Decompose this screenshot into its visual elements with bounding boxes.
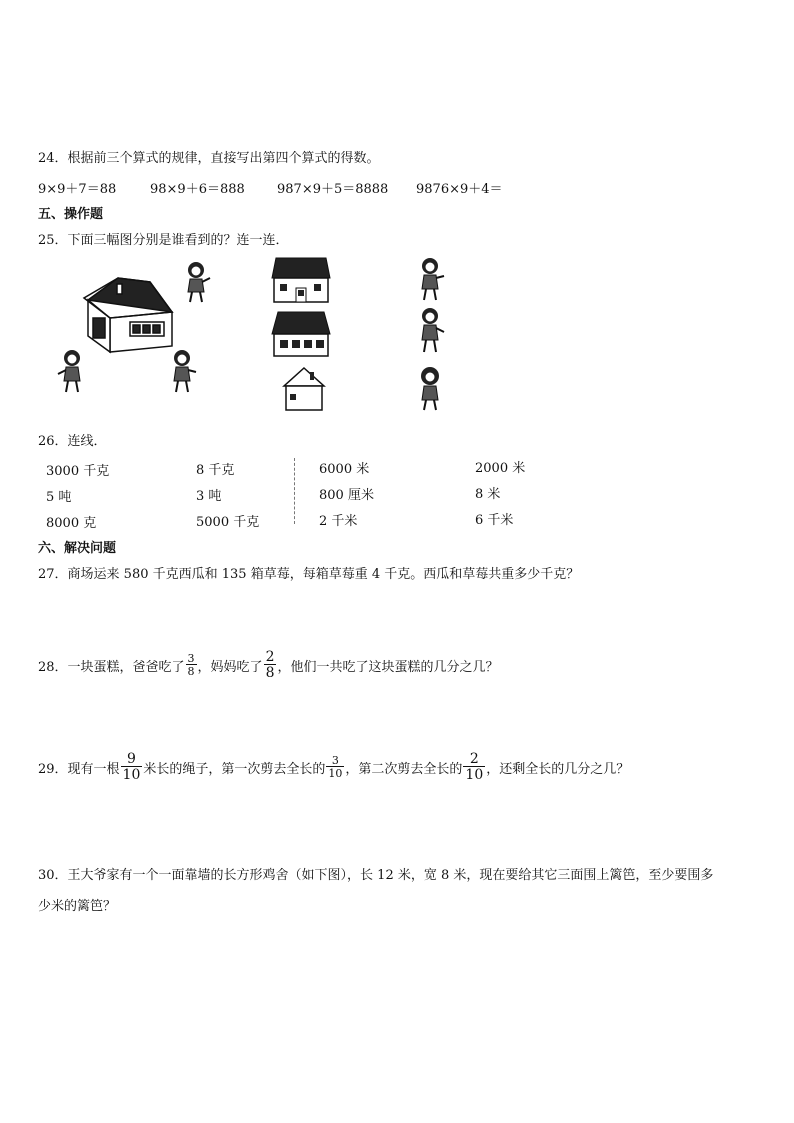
section-6-heading: 六、解决问题: [38, 541, 117, 556]
q29-part-3: ，第二次剪去全长的: [345, 761, 463, 777]
q26-col4-item-1[interactable]: 2000 米: [475, 461, 526, 476]
q24-expr-3: 987×9＋5＝8888: [277, 182, 389, 197]
q29-part-1: 29．现有一根: [38, 761, 120, 777]
q26-col1-item-1[interactable]: 3000 千克: [46, 464, 110, 479]
q24-expr-4: 9876×9＋4＝: [416, 182, 503, 197]
q29-part-4: ，还剩全长的几分之几？: [486, 761, 630, 777]
q24-expr-1: 9×9＋7＝88: [38, 182, 117, 197]
q28-f1-denominator: 8: [187, 665, 195, 678]
q28-fraction-1: [186, 653, 197, 677]
child-figure-bottom-right: [168, 348, 202, 394]
q25-text: 25．下面三幅图分别是谁看到的？连一连．: [38, 233, 289, 248]
section-5-heading: 五、操作题: [38, 207, 104, 222]
q28-line: [38, 650, 499, 680]
q28-fraction-2: [264, 650, 277, 680]
q26-col3-item-2[interactable]: 800 厘米: [319, 488, 374, 503]
child-figure-right-1: [414, 256, 448, 302]
q28-part-1: 28．一块蛋糕，爸爸吃了: [38, 659, 185, 675]
house-view-front: [272, 256, 332, 304]
q26-col1-item-3[interactable]: 8000 克: [46, 516, 97, 531]
house-view-gable: [280, 366, 328, 412]
q26-col4-item-3[interactable]: 6 千米: [475, 513, 514, 528]
q26-col2-item-1[interactable]: 8 千克: [196, 463, 235, 478]
q29-f2-numerator: 3: [331, 754, 339, 767]
q28-f1-numerator: 3: [187, 652, 195, 665]
house-view-side-long: [272, 310, 332, 358]
q29-f3-denominator: 10: [465, 767, 484, 783]
q26-col1-item-2[interactable]: 5 吨: [46, 490, 72, 505]
q28-part-2: ，妈妈吃了: [197, 659, 263, 675]
q29-f1-denominator: 10: [122, 767, 141, 783]
q26-col4-item-2[interactable]: 8 米: [475, 487, 501, 502]
q26-col2-item-3[interactable]: 5000 千克: [196, 515, 260, 530]
q26-divider: [294, 458, 295, 524]
q28-f2-denominator: 8: [265, 665, 275, 681]
child-figure-right-3: [412, 366, 448, 412]
q28-part-3: ，他们一共吃了这块蛋糕的几分之几？: [277, 659, 499, 675]
child-figure-top: [182, 260, 216, 304]
q29-fraction-3: [463, 752, 485, 782]
q30-line-1: 30．王大爷家有一个一面靠墙的长方形鸡舍（如下图），长 12 米，宽 8 米，现在要给其它三面围上篱笆，至少要围多: [38, 868, 714, 883]
house-3d: [84, 278, 172, 352]
child-figure-bottom-left: [56, 348, 90, 394]
q29-fraction-1: [121, 752, 143, 782]
q30-line-2: 少米的篱笆？: [38, 899, 117, 914]
q29-f2-denominator: 10: [328, 767, 343, 780]
q29-f1-numerator: 9: [127, 751, 136, 767]
q24-text: 24．根据前三个算式的规律，直接写出第四个算式的得数。: [38, 151, 380, 166]
q24-expr-2: 98×9＋6＝888: [150, 182, 245, 197]
q27-text: 27．商场运来 580 千克西瓜和 135 箱草莓，每箱草莓重 4 千克。西瓜和草莓共重多少千克？: [38, 567, 580, 582]
child-figure-right-2: [414, 306, 448, 354]
q29-part-2: 米长的绳子，第一次剪去全长的: [143, 761, 326, 777]
q26-text: 26．连线．: [38, 434, 107, 449]
q28-f2-numerator: 2: [265, 649, 275, 665]
q26-col3-item-3[interactable]: 2 千米: [319, 514, 358, 529]
q29-line: [38, 752, 629, 782]
q29-fraction-2: [326, 755, 344, 779]
q29-f3-numerator: 2: [469, 751, 479, 767]
q26-col3-item-1[interactable]: 6000 米: [319, 462, 370, 477]
q26-col2-item-2[interactable]: 3 吨: [196, 489, 222, 504]
